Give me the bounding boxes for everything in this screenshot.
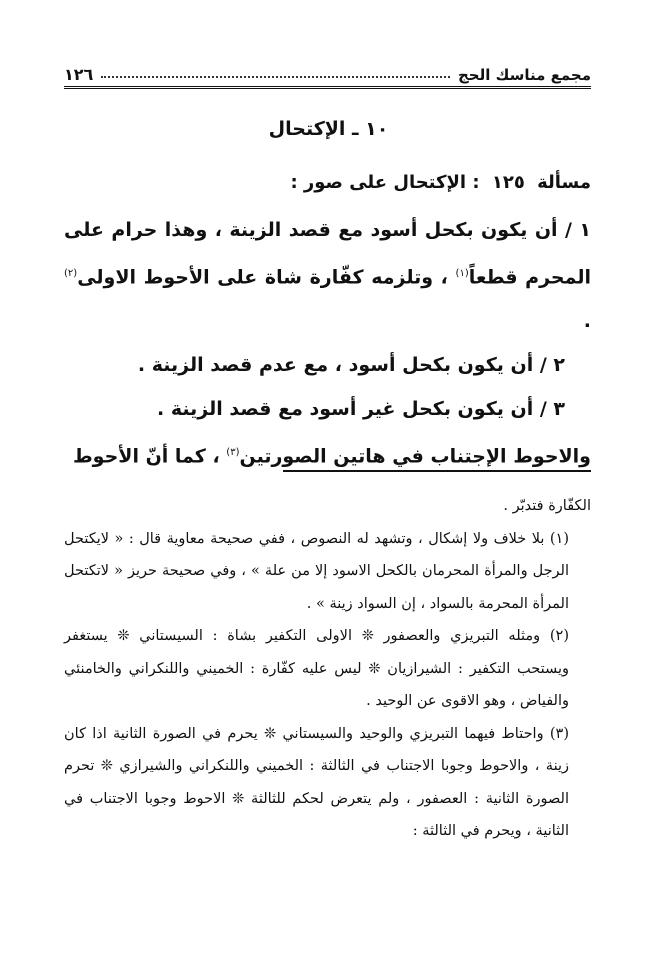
ruling-text-cont: ، كما أنّ الأحوط (72, 445, 227, 468)
case-1 (64, 208, 591, 343)
issue-separator: : (472, 172, 480, 193)
running-header (64, 54, 591, 89)
issue-text: الإكتحال على صور : (290, 172, 467, 193)
ruling-text: والاحوط الإجتناب في هاتين الصورتين (239, 445, 591, 468)
case-1-text: ١ / أن يكون بكحل أسود مع قصد الزينة ، وهذا حرام على المحرم قطعاً (64, 219, 591, 289)
footnote-ref-1: (١) (455, 268, 469, 279)
footnotes (64, 490, 591, 848)
page-number: ١٢٦ (64, 65, 94, 84)
issue-line (64, 172, 591, 193)
footnote-separator (283, 470, 591, 472)
footnote-ref-2: (٢) (64, 268, 78, 279)
case-1-text-cont: ، وتلزمه كفّارة شاة على الأحوط الاولى (77, 266, 456, 289)
footnote-1: (١) بلا خلاف ولا إشكال ، وتشهد له النصوص ، ففي صحيحة معاوية قال : « لايكتحل الرجل والمرأة المحرمان بالكحل الاسود إلا من علة » ، وفي صحيحة حريز « لاتكتحل المرأة المحرمة بالسواد ، إن السواد زينة » . (64, 530, 569, 612)
footnote-2: (٢) ومثله التبريزي والعصفور ❊ الاولى التكفير بشاة : السيستاني ❊ يستغفر ويستحب التكفير : الشيرازيان ❊ ليس عليه كفّارة : الخميني واللنكراني والخامنئي والفياض ، وهو الاقوى عن الوحيد . (64, 628, 569, 709)
header-leader-dots (101, 76, 450, 78)
footnote-continuation: الكفّارة فتدبّر . (503, 498, 591, 514)
book-title: مجمع مناسك الحج (457, 66, 591, 84)
footnote-ref-3: (٣) (226, 447, 240, 459)
case-1-end: . (583, 310, 591, 333)
main-text (64, 208, 591, 479)
footnote-3: (٣) واحتاط فيهما التبريزي والوحيد والسيستاني ❊ يحرم في الصورة الثانية اذا كان زينة ، والاحوط وجوبا الاجتناب في الثالثة : الخميني واللنكراني والشيرازي ❊ تحرم الصورة الثانية : العصفور ، ولم يتعرض لحكم للثالثة ❊ الاحوط وجوبا الاجتناب في الثانية ، ويحرم في الثالثة : (64, 725, 569, 839)
issue-label: مسألة (537, 172, 591, 193)
case-2: ٢ / أن يكون بكحل أسود ، مع عدم قصد الزينة . (137, 354, 565, 377)
case-3: ٣ / أن يكون بكحل غير أسود مع قصد الزينة . (157, 398, 565, 421)
issue-number: ١٢٥ (491, 172, 525, 193)
section-heading: ١٠ ـ الإكتحال (268, 118, 389, 140)
